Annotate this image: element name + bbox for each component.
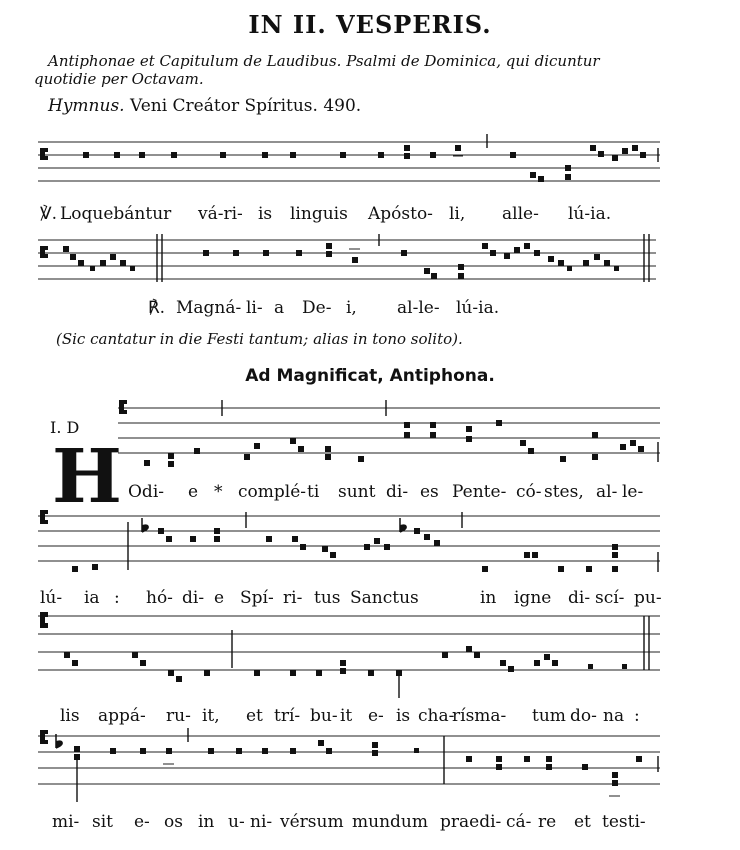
lyric-line1: stes,: [544, 482, 584, 502]
lyric-line2: ia: [84, 588, 100, 608]
lyric-line3: trí-: [274, 706, 301, 726]
staff-lines: [38, 736, 660, 784]
neumes: [119, 400, 658, 467]
lyric-line4: et: [574, 812, 591, 832]
neumes: [40, 234, 649, 282]
neumes: [40, 134, 658, 182]
initial-letter: H: [52, 434, 122, 520]
versicle-syllable: is: [258, 204, 273, 224]
lyric-line3: cha-: [418, 706, 455, 726]
rubric-sic: (Sic cantatur in die Festi tantum; alias in tono solito).: [56, 330, 463, 348]
lyric-line2: Spí-: [240, 588, 274, 608]
lyric-line4: testi-: [602, 812, 646, 832]
versicle-syllable: alle-: [502, 204, 539, 224]
lyric-line2: di-: [182, 588, 205, 608]
staff-response: [0, 230, 740, 296]
neumes: [40, 728, 658, 802]
versicle-syllable: Apósto-: [368, 204, 433, 224]
lyric-line2: scí-: [595, 588, 625, 608]
lyric-line2: ri-: [283, 588, 303, 608]
lyric-line1: Pente-: [452, 482, 507, 502]
staff-lines: [38, 516, 660, 561]
lyric-line4: in: [198, 812, 215, 832]
response-syllable: al-le-: [397, 298, 440, 318]
response-syllable: i,: [346, 298, 357, 318]
hymn-label: Hymnus.: [48, 96, 125, 116]
response-syllable: li-: [246, 298, 263, 318]
lyric-line2: e: [214, 588, 225, 608]
lyric-line1: es: [420, 482, 439, 502]
lyric-line4: ni-: [250, 812, 273, 832]
versicle-syllable: Loquebántur: [60, 204, 172, 224]
response-syllable: De-: [302, 298, 332, 318]
staff-lines: [118, 408, 660, 453]
page-title: IN II. VESPERIS.: [248, 10, 492, 39]
lyric-line1: Odi-: [128, 482, 165, 502]
hymn-text: Veni Creátor Spíritus. 490.: [129, 96, 362, 116]
c-clef: [40, 612, 48, 628]
lyric-line3: appá-: [98, 706, 146, 726]
lyric-line4: praedi-: [440, 812, 502, 832]
staff-versicle: [0, 134, 740, 198]
versicle-syllable: vá-ri-: [198, 204, 243, 224]
staff-antiphon-1: [0, 396, 740, 476]
c-clef: [40, 246, 48, 258]
lyric-line3: tum: [532, 706, 566, 726]
lyric-line1: complé-: [238, 482, 306, 502]
c-clef: [40, 510, 48, 524]
response-syllable: a: [274, 298, 285, 318]
lyric-line4: mundum: [352, 812, 428, 832]
lyric-line2: in: [480, 588, 497, 608]
lyric-line4: sit: [92, 812, 113, 832]
lyric-line4: re: [538, 812, 557, 832]
staff-antiphon-2: [0, 508, 740, 580]
response-syllable: lú-ia.: [456, 298, 500, 318]
lyric-line1: le-: [622, 482, 644, 502]
c-clef: [119, 400, 127, 414]
lyric-line3: it,: [202, 706, 220, 726]
lyric-line3: bu-: [310, 706, 338, 726]
versicle-symbol: ℣.: [40, 204, 58, 224]
lyric-line1: sunt: [338, 482, 376, 502]
staff-antiphon-3: [0, 608, 740, 698]
lyric-line1: e: [188, 482, 199, 502]
lyric-line3: ru-: [166, 706, 191, 726]
neumes: [40, 612, 649, 698]
lyric-line2: hó-: [146, 588, 173, 608]
c-clef: [40, 148, 48, 160]
lyric-line3: na: [603, 706, 625, 726]
lyric-line2: igne: [514, 588, 552, 608]
lyric-line2: pu-: [634, 588, 662, 608]
lyric-line2: di-: [568, 588, 591, 608]
staff-lines: [38, 240, 656, 279]
lyric-line4: os: [164, 812, 183, 832]
lyric-line3: is: [396, 706, 411, 726]
hymn-line: [48, 96, 361, 116]
lyric-line2: lú-: [40, 588, 63, 608]
lyric-line3: :: [634, 706, 640, 726]
lyric-line3: lis: [60, 706, 80, 726]
lyric-line1: ti: [307, 482, 320, 502]
rubric-line-1: Antiphonae et Capitulum de Laudibus. Psalmi de Dominica, qui dicuntur: [48, 52, 600, 70]
antiphon-heading: Ad Magnificat, Antiphona.: [245, 366, 495, 386]
flat-sign: [400, 518, 406, 532]
lyric-line1: al-: [596, 482, 618, 502]
flat-sign: [142, 518, 148, 532]
staff-lines: [38, 616, 660, 670]
lyric-line4: vérsum: [280, 812, 344, 832]
versicle-syllable: li,: [449, 204, 466, 224]
staff-antiphon-4: [0, 726, 740, 802]
lyric-line2: Sanctus: [350, 588, 419, 608]
lyric-line4: cá-: [506, 812, 532, 832]
lyric-line3: e-: [368, 706, 384, 726]
lyric-line2: tus: [314, 588, 341, 608]
versicle-syllable: linguis: [290, 204, 348, 224]
lyric-line3: it: [340, 706, 353, 726]
rubric-line-2: quotidie per Octavam.: [34, 70, 204, 88]
response-syllable: Magná-: [176, 298, 242, 318]
lyric-line1: có-: [516, 482, 542, 502]
lyric-line4: mi-: [52, 812, 80, 832]
lyric-line3: et: [246, 706, 263, 726]
c-clef: [40, 730, 48, 744]
response-symbol: ℟.: [148, 298, 166, 318]
versicle-syllable: lú-ia.: [568, 204, 612, 224]
lyric-line4: e-: [134, 812, 150, 832]
lyric-line1: di-: [386, 482, 409, 502]
lyric-line3: do-: [570, 706, 597, 726]
lyric-line4: u-: [228, 812, 245, 832]
neumes: [40, 510, 658, 572]
lyric-line2: :: [114, 588, 120, 608]
mode-label: I. D: [50, 418, 80, 437]
lyric-line1: *: [214, 482, 223, 502]
lyric-line3: rísma-: [452, 706, 507, 726]
